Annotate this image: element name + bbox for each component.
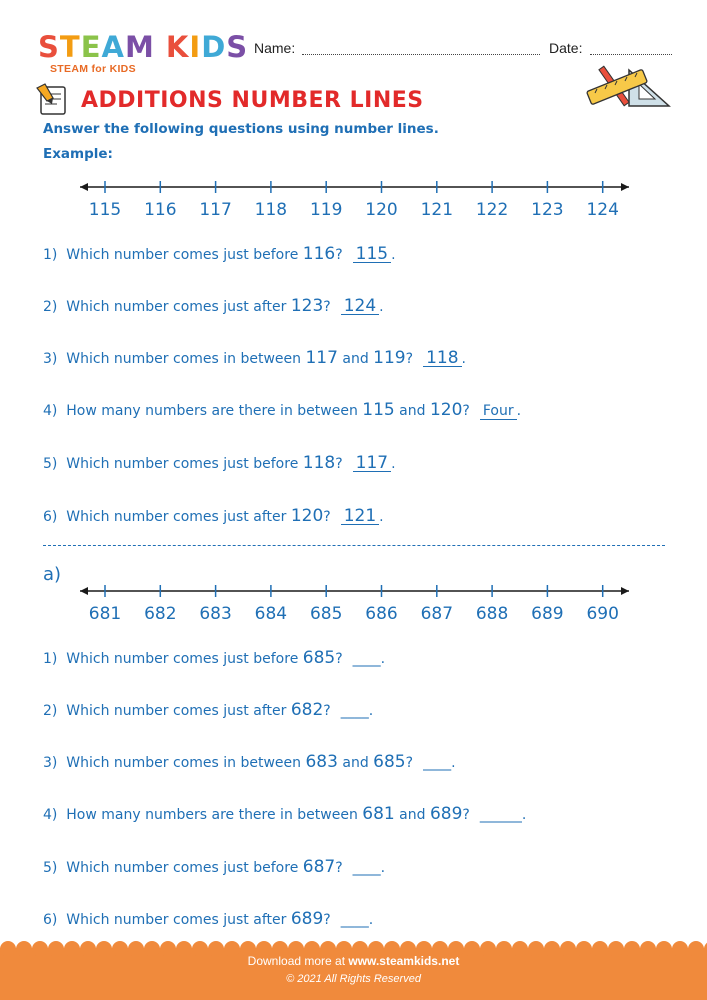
page-title: ADDITIONS NUMBER LINES bbox=[81, 88, 424, 113]
tick-label: 690 bbox=[586, 604, 619, 624]
axis-arrowhead bbox=[621, 587, 629, 595]
question-text: Which number comes just before bbox=[66, 247, 303, 263]
question-value: 689 bbox=[290, 909, 324, 929]
question-value: 117 bbox=[305, 348, 338, 368]
question-number: 4) bbox=[43, 403, 67, 419]
tick-label: 683 bbox=[199, 604, 232, 624]
question-number: 1) bbox=[43, 651, 67, 667]
axis-arrowhead bbox=[80, 587, 88, 595]
question-text: Which number comes just before bbox=[66, 456, 303, 472]
answer-blank[interactable]: ______. bbox=[479, 807, 527, 823]
tick-label: 115 bbox=[88, 200, 122, 220]
question-mark: ? bbox=[335, 651, 343, 667]
question-mark: ? bbox=[405, 351, 414, 367]
question-value: 687 bbox=[302, 857, 336, 877]
question-number: 2) bbox=[43, 703, 67, 719]
answer-blank[interactable]: ____. bbox=[352, 651, 386, 667]
question-value: 683 bbox=[305, 752, 338, 772]
example-label: Example: bbox=[43, 146, 113, 162]
tick-label: 117 bbox=[199, 200, 232, 220]
question-text: How many numbers are there in between bbox=[66, 807, 363, 823]
question-value: 681 bbox=[362, 804, 395, 824]
question-mark: ? bbox=[335, 247, 343, 263]
tick-label: 123 bbox=[531, 200, 564, 220]
question-text: Which number comes just after bbox=[66, 299, 291, 315]
answer-period: . bbox=[379, 299, 384, 315]
question-text: Which number comes just after bbox=[66, 703, 291, 719]
question-text: Which number comes just after bbox=[66, 912, 291, 928]
tick-label: 682 bbox=[144, 604, 177, 624]
tick-label: 122 bbox=[475, 200, 509, 220]
date-label: Date: bbox=[549, 40, 583, 56]
answer-blank[interactable]: ____. bbox=[340, 912, 374, 928]
question-number: 6) bbox=[43, 509, 67, 525]
answer-period: . bbox=[391, 247, 396, 263]
answer-field[interactable]: 121 bbox=[341, 508, 379, 525]
answer-field[interactable]: 117 bbox=[353, 455, 391, 472]
question-number: 3) bbox=[43, 755, 67, 771]
tick-label: 119 bbox=[309, 200, 343, 220]
question-mark: ? bbox=[323, 912, 331, 928]
tick-label: 118 bbox=[254, 200, 288, 220]
question-number: 1) bbox=[43, 247, 67, 263]
question-mark: ? bbox=[323, 703, 331, 719]
answer-field[interactable]: 118 bbox=[423, 350, 461, 367]
question-mark: ? bbox=[323, 299, 331, 315]
question-text: Which number comes in between bbox=[66, 351, 306, 367]
tick-label: 124 bbox=[586, 200, 619, 220]
logo-letter: S bbox=[226, 30, 249, 64]
question-number: 2) bbox=[43, 299, 67, 315]
answer-blank[interactable]: ____. bbox=[340, 703, 374, 719]
tick-label: 120 bbox=[365, 200, 398, 220]
answer-field[interactable]: Four bbox=[480, 403, 517, 420]
footer bbox=[0, 940, 707, 1000]
tick-label: 116 bbox=[144, 200, 177, 220]
answer-field[interactable]: 115 bbox=[353, 246, 391, 263]
question-value: 685 bbox=[373, 752, 406, 772]
name-label: Name: bbox=[254, 40, 296, 56]
tick-label: 686 bbox=[365, 604, 398, 624]
question-text: Which number comes just before bbox=[66, 651, 303, 667]
footer-background bbox=[0, 940, 707, 1000]
question-value: 119 bbox=[373, 348, 406, 368]
question-text: and bbox=[394, 403, 430, 419]
logo-subtitle: STEAM for KIDS bbox=[50, 63, 136, 75]
question-value: 115 bbox=[362, 400, 395, 420]
question-mark: ? bbox=[335, 860, 343, 876]
question-value: 689 bbox=[429, 804, 463, 824]
footer-download bbox=[0, 954, 707, 968]
question-mark: ? bbox=[323, 509, 331, 525]
logo-letter: I bbox=[189, 30, 202, 64]
tick-label: 685 bbox=[309, 604, 343, 624]
tick-label: 689 bbox=[531, 604, 564, 624]
question-mark: ? bbox=[405, 755, 414, 771]
question-row bbox=[43, 857, 385, 877]
question-row bbox=[43, 909, 373, 929]
question-value: 682 bbox=[290, 700, 324, 720]
logo-letter: T bbox=[59, 30, 81, 64]
answer-period: . bbox=[391, 456, 396, 472]
question-mark: ? bbox=[335, 456, 343, 472]
logo-letter: E bbox=[80, 30, 102, 64]
question-number: 5) bbox=[43, 456, 67, 472]
answer-field[interactable]: 124 bbox=[341, 298, 379, 315]
question-text: Which number comes just after bbox=[66, 509, 291, 525]
footer-download-text: Download more at bbox=[247, 954, 349, 968]
question-text: How many numbers are there in between bbox=[66, 403, 363, 419]
question-value: 120 bbox=[290, 506, 324, 526]
question-row bbox=[43, 700, 373, 720]
answer-blank[interactable]: ____. bbox=[423, 755, 456, 771]
question-text: Which number comes just before bbox=[66, 860, 303, 876]
answer-blank[interactable]: ____. bbox=[352, 860, 386, 876]
question-row bbox=[43, 804, 526, 824]
question-text: and bbox=[337, 351, 374, 367]
footer-site-link[interactable]: www.steamkids.net bbox=[348, 954, 460, 968]
question-value: 120 bbox=[429, 400, 463, 420]
question-row bbox=[43, 752, 456, 772]
question-value: 116 bbox=[302, 244, 336, 264]
footer-copyright: © 2021 All Rights Reserved bbox=[286, 973, 421, 985]
logo-letter: K bbox=[165, 30, 190, 64]
question-text: and bbox=[337, 755, 374, 771]
question-value: 118 bbox=[302, 453, 336, 473]
question-number: 5) bbox=[43, 860, 67, 876]
tick-label: 684 bbox=[254, 604, 288, 624]
answer-period: . bbox=[461, 351, 466, 367]
logo-letter: M bbox=[124, 30, 155, 64]
question-number: 6) bbox=[43, 912, 67, 928]
tick-label: 687 bbox=[420, 604, 454, 624]
logo-letter: D bbox=[201, 30, 227, 64]
question-text: Which number comes in between bbox=[66, 755, 306, 771]
question-mark: ? bbox=[462, 403, 470, 419]
question-text: and bbox=[394, 807, 430, 823]
section-a-label: a) bbox=[43, 564, 62, 585]
logo-letter: A bbox=[101, 30, 125, 64]
instruction-text: Answer the following questions using number lines. bbox=[43, 121, 439, 137]
answer-period: . bbox=[379, 509, 384, 525]
tick-label: 121 bbox=[420, 200, 454, 220]
tick-label: 688 bbox=[475, 604, 509, 624]
question-number: 4) bbox=[43, 807, 67, 823]
question-mark: ? bbox=[462, 807, 470, 823]
logo-letter: S bbox=[38, 30, 60, 64]
question-value: 123 bbox=[290, 296, 324, 316]
tick-label: 681 bbox=[88, 604, 122, 624]
answer-period: . bbox=[516, 403, 522, 419]
question-row bbox=[43, 648, 385, 668]
question-value: 685 bbox=[302, 648, 336, 668]
question-number: 3) bbox=[43, 351, 67, 367]
